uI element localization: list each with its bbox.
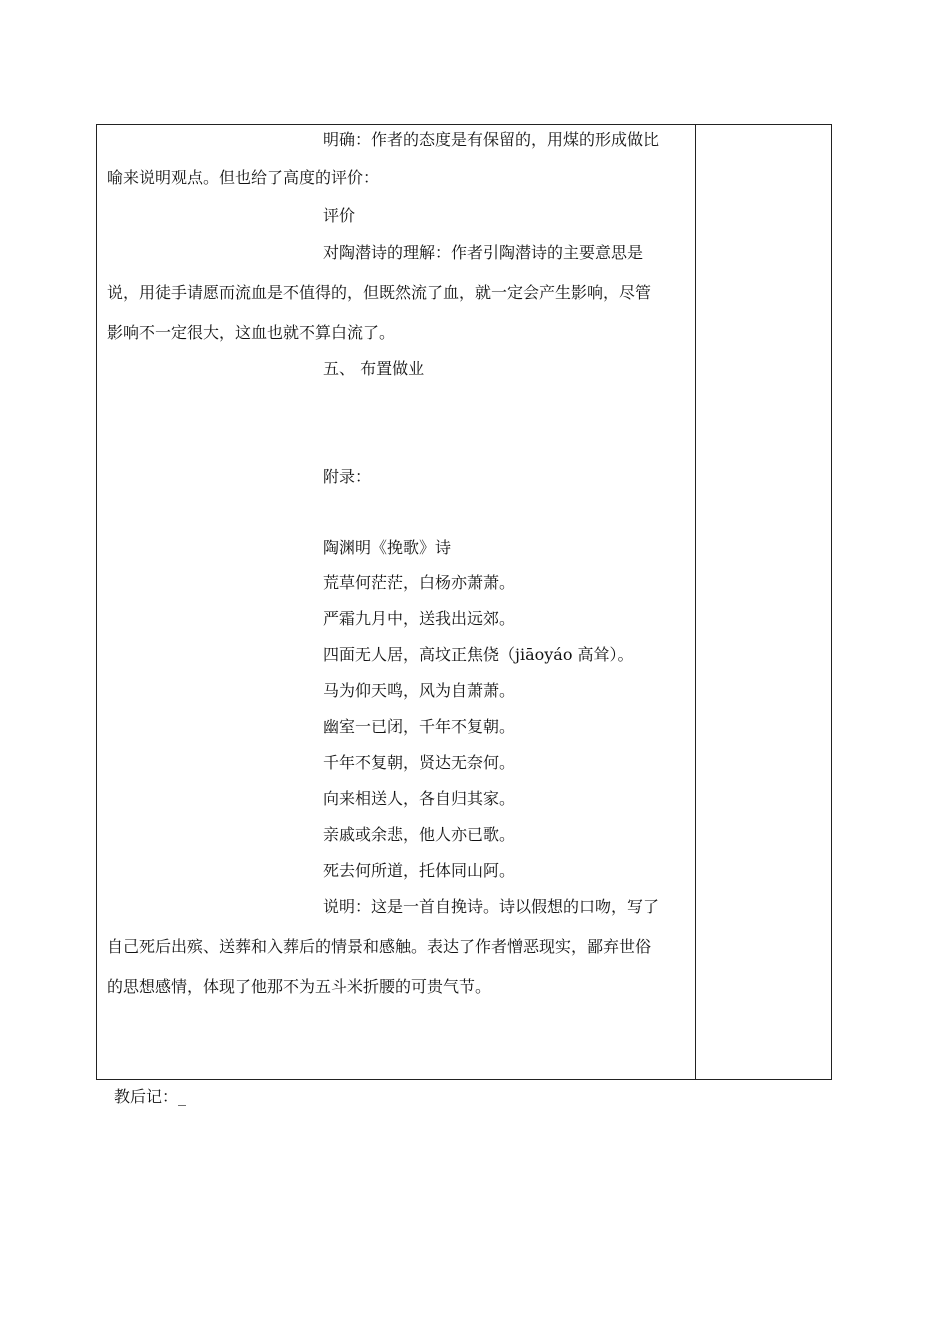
column-divider (695, 125, 696, 1079)
post-lesson-notes: 教后记：_ (114, 1087, 187, 1106)
text-line: 影响不一定很大，这血也就不算白流了。 (107, 323, 396, 342)
poem-title: 陶渊明《挽歌》诗 (323, 538, 452, 557)
text-line: 对陶潜诗的理解：作者引陶潜诗的主要意思是 (323, 243, 644, 262)
appendix-heading: 附录： (323, 467, 372, 486)
poem-line: 四面无人居，高坟正焦侥（jiāoyáo 高耸）。 (323, 645, 634, 664)
text-line: 说，用徒手请愿而流血是不值得的，但既然流了血，就一定会产生影响，尽管 (107, 283, 652, 302)
text-line: 自己死后出殡、送葬和入葬后的情景和感触。表达了作者憎恶现实，鄙弃世俗 (107, 937, 652, 956)
poem-line: 严霜九月中，送我出远郊。 (323, 609, 516, 628)
poem-line: 千年不复朝，贤达无奈何。 (323, 753, 516, 772)
text-line: 明确：作者的态度是有保留的，用煤的形成做比 (323, 130, 660, 149)
text-line: 评价 (323, 206, 356, 225)
poem-line: 向来相送人，各自归其家。 (323, 789, 516, 808)
section-heading: 五、 布置做业 (323, 359, 425, 378)
text-line: 说明：这是一首自挽诗。诗以假想的口吻，写了 (323, 897, 660, 916)
text-line: 喻来说明观点。但也给了高度的评价： (107, 168, 380, 187)
poem-line: 幽室一已闭，千年不复朝。 (323, 717, 516, 736)
poem-line: 死去何所道，托体同山阿。 (323, 861, 516, 880)
content-cell (97, 125, 695, 1079)
poem-line: 亲戚或余悲，他人亦已歌。 (323, 825, 516, 844)
poem-line: 马为仰天鸣，风为自萧萧。 (323, 681, 516, 700)
lesson-table (96, 124, 832, 1080)
poem-line: 荒草何茫茫，白杨亦萧萧。 (323, 573, 516, 592)
text-line: 的思想感情，体现了他那不为五斗米折腰的可贵气节。 (107, 977, 492, 996)
